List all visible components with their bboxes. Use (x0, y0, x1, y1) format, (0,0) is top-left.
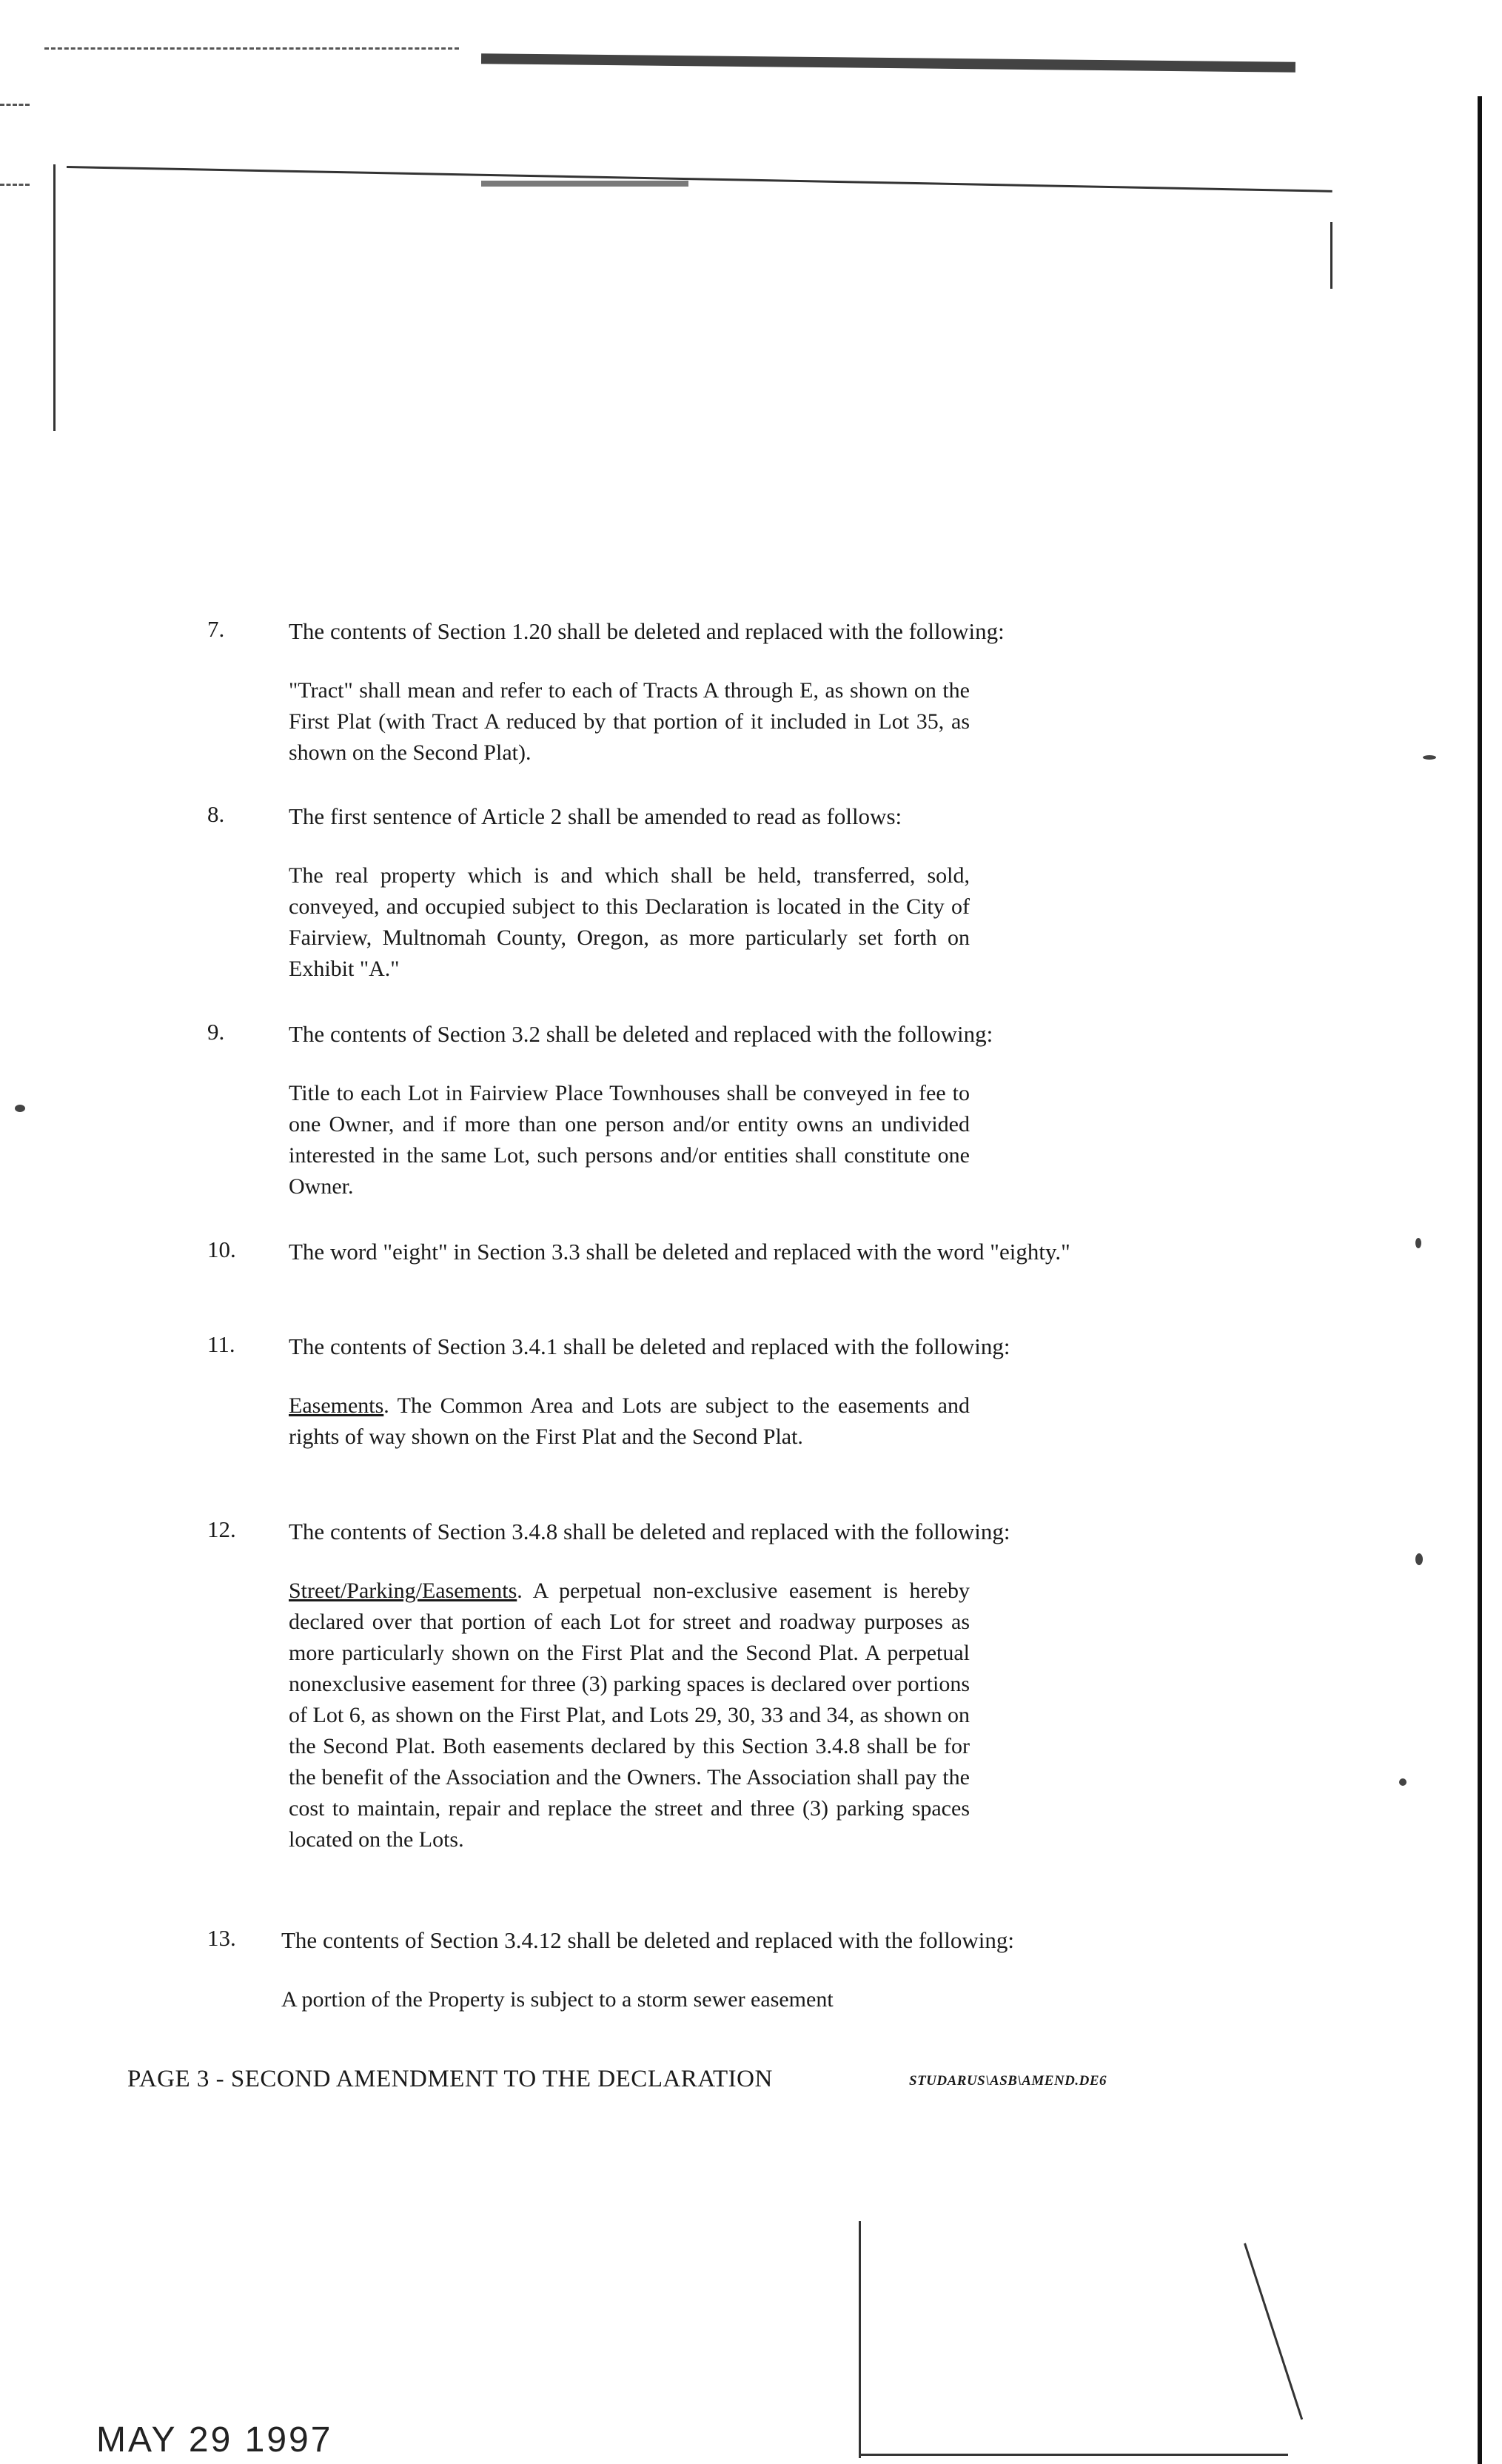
scan-frame-left (53, 164, 56, 431)
scan-frame-right (1330, 222, 1332, 289)
item-heading: The contents of Section 3.4.12 shall be deleted and replaced with the following: (281, 1927, 1015, 1953)
scan-frame-top (67, 166, 1332, 192)
item-heading: The contents of Section 3.4.1 shall be deleted and replaced with the following: (289, 1333, 1010, 1359)
scan-dash-left (0, 104, 30, 106)
item-heading: The contents of Section 3.4.8 shall be deleted and replaced with the following: (289, 1519, 1010, 1544)
item-number: 11. (207, 1331, 235, 1357)
scan-smear-top (481, 53, 1295, 73)
item-number: 10. (207, 1236, 236, 1262)
scan-smear-top-2 (481, 181, 688, 187)
scan-dash-top (44, 47, 459, 50)
scan-dash-left-2 (0, 184, 30, 186)
page-footer-file-ref: STUDARUS\ASB\AMEND.DE6 (909, 2073, 1107, 2089)
scan-speck (1415, 1238, 1421, 1248)
item-body (289, 1576, 970, 1855)
scan-speck (1399, 1778, 1407, 1786)
item-number: 8. (207, 801, 225, 827)
item-body: Title to each Lot in Fairview Place Townhouses shall be conveyed in fee to one Owner, and if more than one person and/or entity owns an undivided interested in the same Lot, such persons and/or entities shall constitute one Owner. (289, 1081, 970, 1199)
item-number: 12. (207, 1516, 236, 1542)
item-heading: The first sentence of Article 2 shall be amended to read as follows: (289, 803, 902, 829)
item-body-title: Easements (289, 1393, 384, 1418)
stamp-date: MAY 29 1997 (96, 2420, 333, 2460)
scan-frame-bottom-right (1244, 2243, 1303, 2420)
item-heading: The contents of Section 3.2 shall be deleted and replaced with the following: (289, 1021, 993, 1047)
scan-speck (1423, 755, 1436, 760)
scan-edge-right (1478, 96, 1482, 2464)
item-heading: The word "eight" in Section 3.3 shall be deleted and replaced with the word "eighty." (289, 1239, 1070, 1265)
scan-frame-bottom-left (859, 2221, 861, 2458)
item-body: The real property which is and which shall be held, transferred, sold, conveyed, and occupied subject to this Declaration is located in the City of Fairview, Multnomah County, Oregon, as more particularly set forth on Exhibit "A." (289, 863, 970, 981)
item-body (289, 1390, 970, 1453)
item-body: A portion of the Property is subject to a storm sewer easement (281, 1987, 834, 2012)
item-heading: The contents of Section 1.20 shall be deleted and replaced with the following: (289, 618, 1005, 644)
item-number: 13. (207, 1925, 236, 1951)
item-body: "Tract" shall mean and refer to each of Tracts A through E, as shown on the First Plat (with Tract A reduced by that portion of it included in Lot 35, as shown on the Second Plat). (289, 678, 970, 765)
scan-speck (1415, 1553, 1423, 1565)
item-body-title: Street/Parking/Easements (289, 1578, 517, 1603)
item-body-text: . The Common Area and Lots are subject to the easements and rights of way shown on the First Plat and the Second Plat. (289, 1393, 970, 1449)
scan-speck (15, 1105, 25, 1112)
item-body-text: . A perpetual non-exclusive easement is hereby declared over that portion of each Lot for street and roadway purposes as more particularly shown on the First Plat and the Second Plat. A perpetual nonexclusive easement for three (3) parking spaces is declared over portions of Lot 6, as shown on the First Plat, and Lots 29, 30, 33 and 34, as shown on the Second Plat. Both easements declared by this Section 3.4.8 shall be for the benefit of the Association and the Owners. The Association shall pay the cost to maintain, repair and replace the street and three (3) parking spaces located on the Lots. (289, 1578, 970, 1852)
item-number: 7. (207, 616, 225, 642)
scan-frame-bottom (859, 2454, 1288, 2456)
item-number: 9. (207, 1019, 225, 1045)
page-footer-label: PAGE 3 - SECOND AMENDMENT TO THE DECLARATION (127, 2066, 773, 2092)
